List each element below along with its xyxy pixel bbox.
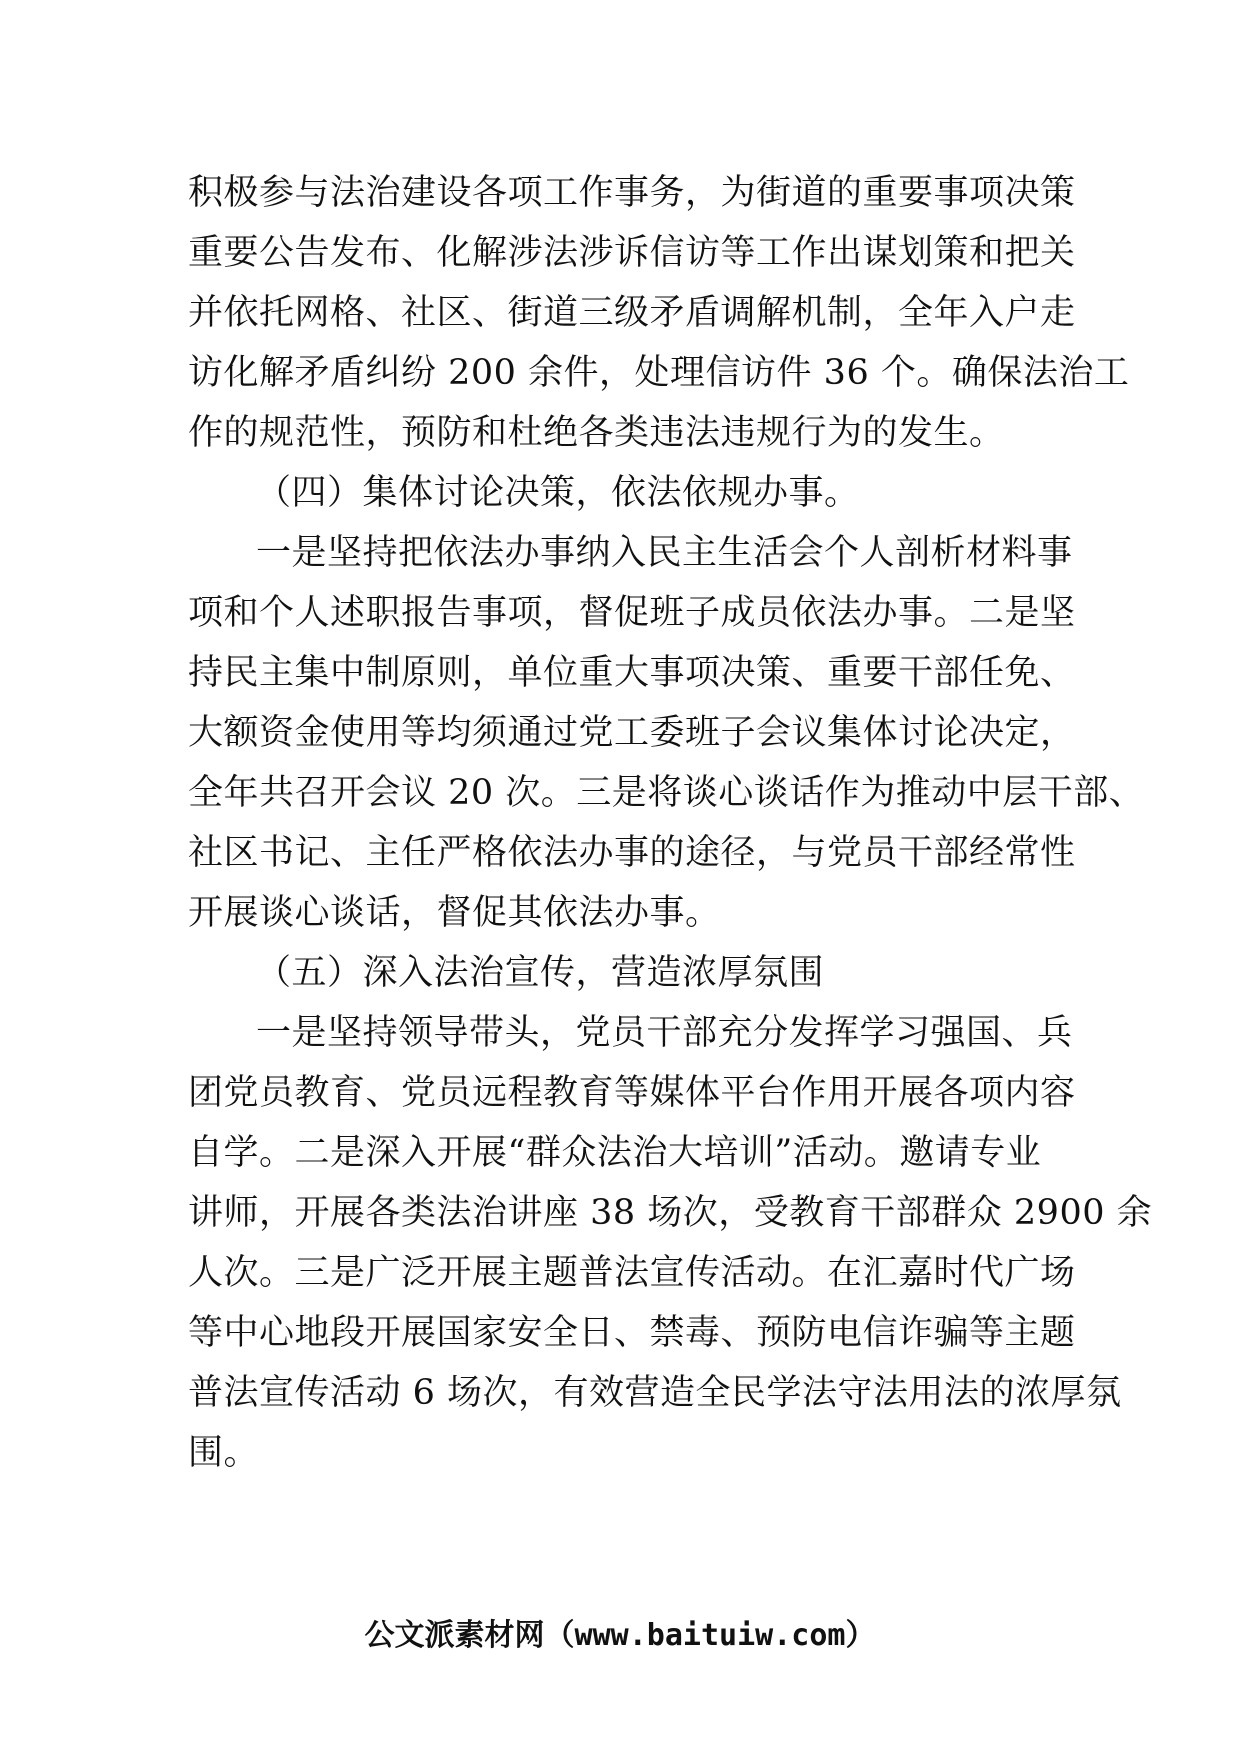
text-line: 讲师，开展各类法治讲座 38 场次，受教育干部群众 2900 余	[188, 1193, 1153, 1233]
text-line: 并依托网格、社区、街道三级矛盾调解机制，全年入户走	[188, 293, 1076, 333]
text-line: 持民主集中制原则，单位重大事项决策、重要干部任免、	[188, 653, 1076, 693]
text-line: 作的规范性，预防和杜绝各类违法违规行为的发生。	[188, 413, 1005, 453]
text-line: 访化解矛盾纠纷 200 余件，处理信访件 36 个。确保法治工	[188, 353, 1130, 393]
text-line: 大额资金使用等均须通过党工委班子会议集体讨论决定，	[188, 713, 1076, 753]
text-line: 普法宣传活动 6 场次，有效营造全民学法守法用法的浓厚氛	[188, 1373, 1122, 1413]
text-line: 一是坚持领导带头，党员干部充分发挥学习强国、兵	[256, 1013, 1073, 1053]
text-line: 自学。二是深入开展“群众法治大培训”活动。邀请专业	[188, 1133, 1042, 1173]
text-line: 项和个人述职报告事项，督促班子成员依法办事。二是坚	[188, 593, 1076, 633]
text-line: 开展谈心谈话，督促其依法办事。	[188, 893, 721, 933]
text-line: 全年共召开会议 20 次。三是将谈心谈话作为推动中层干部、	[188, 773, 1145, 813]
text-line: 社区书记、主任严格依法办事的途径，与党员干部经常性	[188, 833, 1076, 873]
text-line: 团党员教育、党员远程教育等媒体平台作用开展各项内容	[188, 1073, 1076, 1113]
text-line: 一是坚持把依法办事纳入民主生活会个人剖析材料事	[256, 533, 1073, 573]
section-heading: （四）集体讨论决策，依法依规办事。	[256, 473, 860, 513]
text-line: 围。	[188, 1433, 260, 1473]
text-line: 等中心地段开展国家安全日、禁毒、预防电信诈骗等主题	[188, 1313, 1076, 1353]
text-line: 重要公告发布、化解涉法涉诉信访等工作出谋划策和把关	[188, 233, 1076, 273]
text-line: 人次。三是广泛开展主题普法宣传活动。在汇嘉时代广场	[188, 1253, 1076, 1293]
text-line: 积极参与法治建设各项工作事务，为街道的重要事项决策	[188, 173, 1076, 213]
footer-watermark: 公文派素材网（www.baituiw.com）	[364, 1618, 876, 1653]
section-heading: （五）深入法治宣传，营造浓厚氛围	[256, 953, 825, 993]
